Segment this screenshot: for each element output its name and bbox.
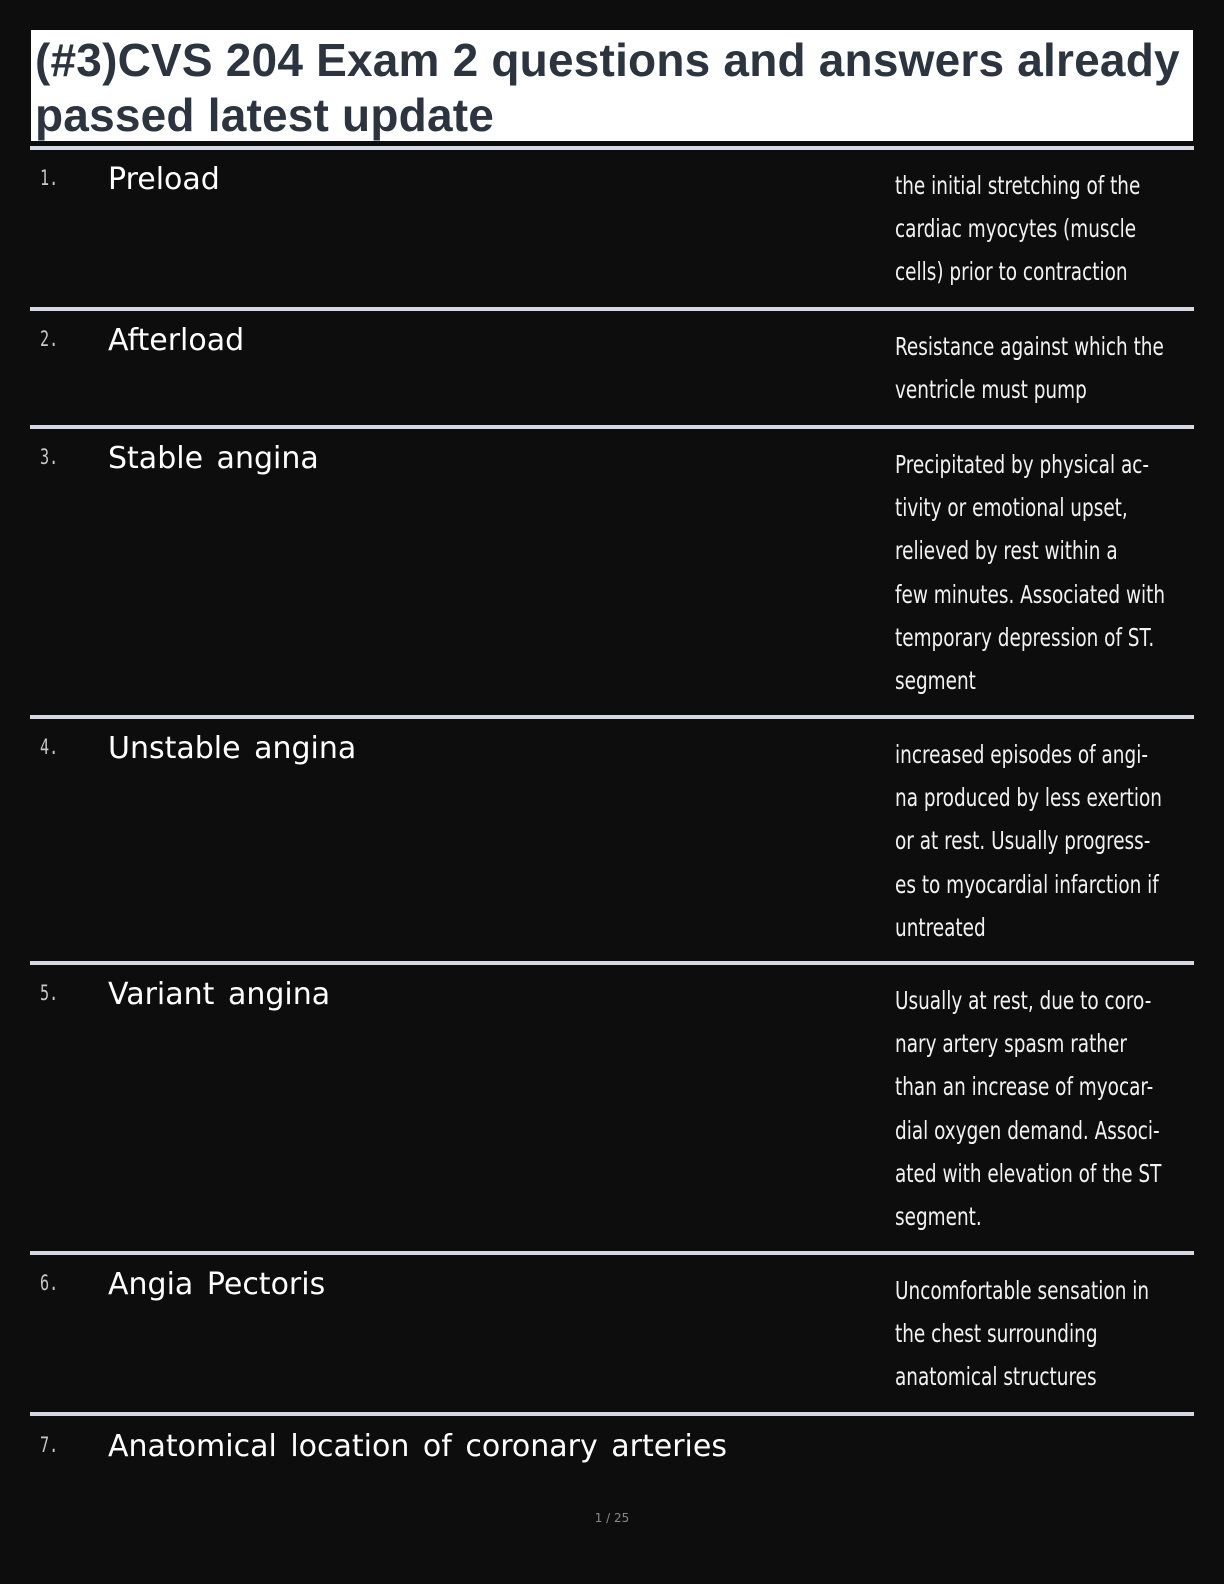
page-indicator: 1 / 25 bbox=[594, 1511, 630, 1525]
item-term: Afterload bbox=[108, 323, 245, 358]
item-number: 7. bbox=[40, 1433, 59, 1457]
item-definition bbox=[895, 164, 1181, 294]
item-number: 2. bbox=[40, 327, 59, 351]
item-definition-text: Resistance against which the ventricle must pump bbox=[895, 332, 1164, 405]
item-definition bbox=[895, 1269, 1181, 1399]
item-definition bbox=[895, 733, 1181, 949]
item-definition bbox=[895, 325, 1181, 411]
divider bbox=[30, 425, 1194, 429]
item-definition bbox=[895, 443, 1181, 702]
item-definition-text: Usually at rest, due to coro- nary artery spasm rather than an increase of myocar- dial oxygen demand. Associ- ated with elevation of the ST segment. bbox=[895, 986, 1162, 1232]
divider bbox=[30, 715, 1194, 719]
title-banner bbox=[31, 30, 1193, 141]
item-number: 5. bbox=[40, 981, 59, 1005]
divider bbox=[30, 1251, 1194, 1255]
divider bbox=[30, 146, 1194, 150]
item-number: 3. bbox=[40, 445, 59, 469]
item-definition-text: the initial stretching of the cardiac myocytes (muscle cells) prior to contraction bbox=[895, 171, 1141, 287]
item-number: 4. bbox=[40, 735, 59, 759]
item-definition bbox=[895, 979, 1181, 1238]
item-term: Anatomical location of coronary arteries bbox=[108, 1429, 727, 1464]
divider bbox=[30, 961, 1194, 965]
item-definition-text: Uncomfortable sensation in the chest surrounding anatomical structures bbox=[895, 1276, 1150, 1392]
item-term: Stable angina bbox=[108, 441, 319, 476]
item-term: Preload bbox=[108, 162, 220, 197]
item-definition-text: increased episodes of angi- na produced by less exertion or at rest. Usually progress- es to myocardial infarction if untreated bbox=[895, 740, 1162, 942]
document-title: (#3)CVS 204 Exam 2 questions and answers already passed latest update bbox=[35, 34, 1180, 141]
item-number: 1. bbox=[40, 166, 59, 190]
divider bbox=[30, 307, 1194, 311]
item-term: Variant angina bbox=[108, 977, 331, 1012]
item-definition-text: Precipitated by physical ac- tivity or emotional upset, relieved by rest within a few minutes. Associated with temporary depression of ST. segment bbox=[895, 450, 1166, 696]
divider bbox=[30, 1412, 1194, 1416]
item-term: Angia Pectoris bbox=[108, 1267, 326, 1302]
item-number: 6. bbox=[40, 1271, 59, 1295]
item-term: Unstable angina bbox=[108, 731, 357, 766]
